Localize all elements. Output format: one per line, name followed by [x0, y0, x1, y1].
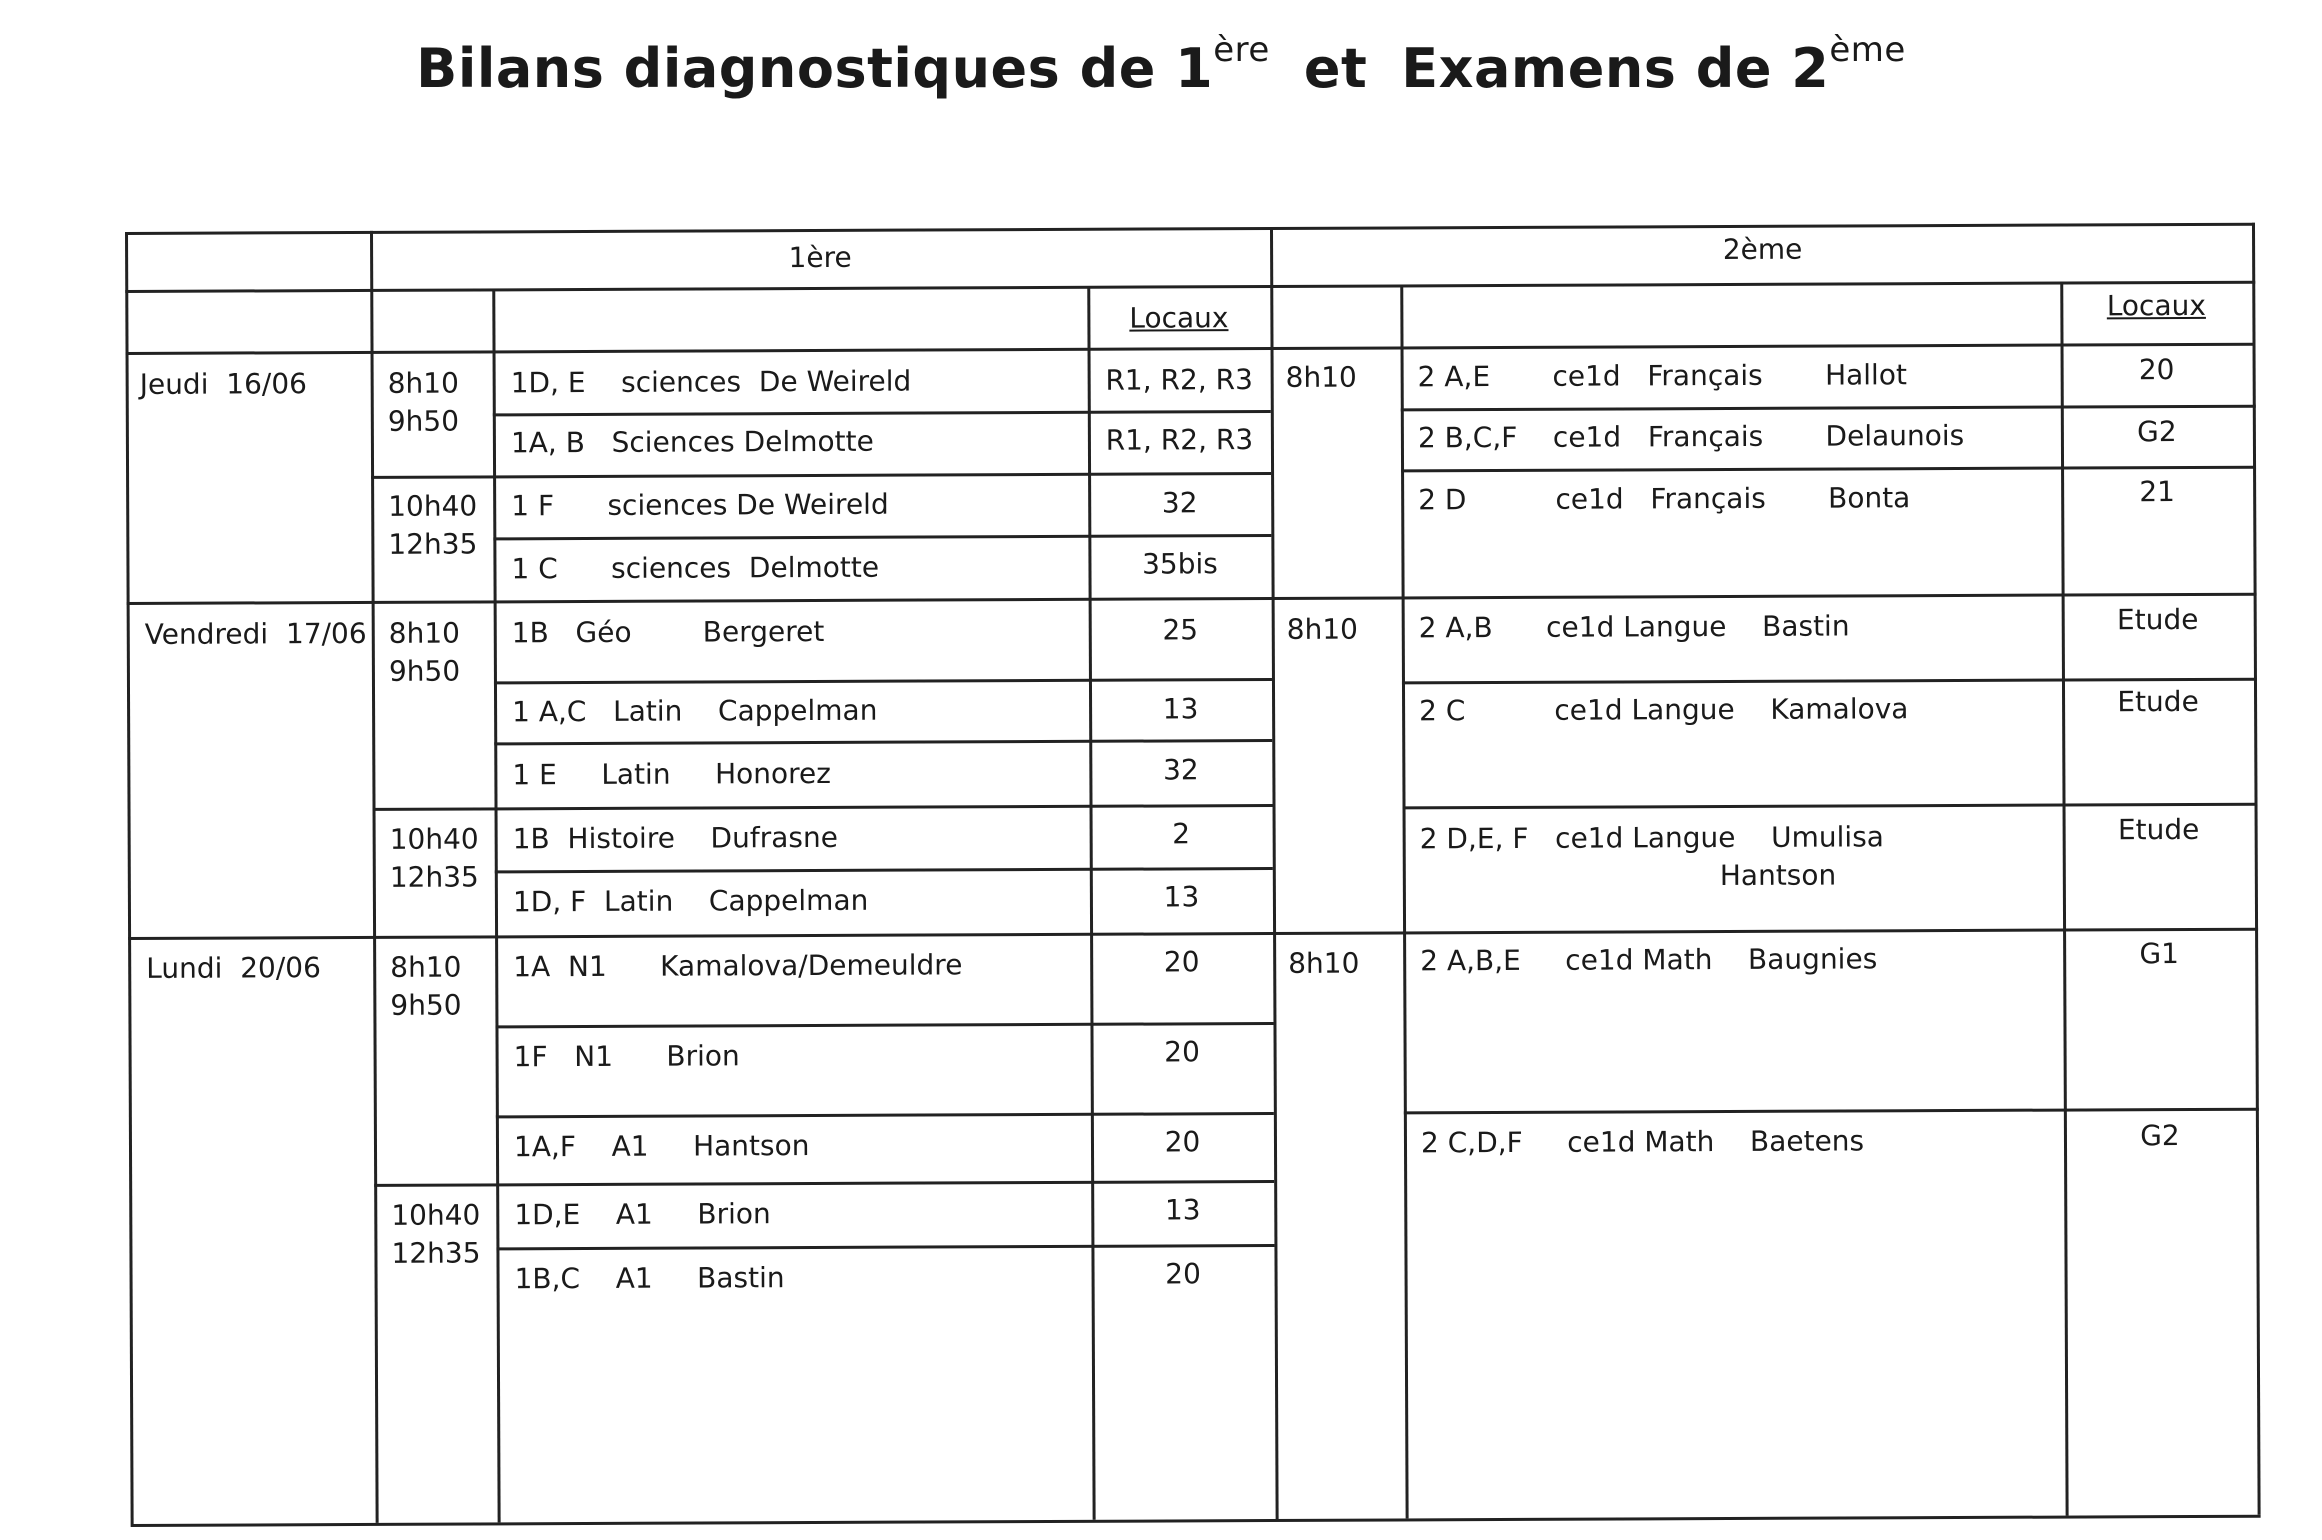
room-entry: G2: [2140, 1119, 2180, 1153]
room-entry: 13: [1163, 880, 1200, 914]
header-divider: [125, 281, 2255, 293]
slot-time: 8h10: [1286, 612, 1359, 646]
exam-entry-continued: Hantson: [1719, 858, 1837, 893]
day-label: Vendredi 17/06: [144, 616, 367, 651]
day-separator-1: [127, 593, 2257, 605]
room-entry: 25: [1162, 613, 1199, 647]
row-line: [1404, 1108, 2259, 1115]
schedule-table: [125, 223, 2261, 1527]
room-entry: R1, R2, R3: [1105, 363, 1253, 397]
header-locaux-first: Locaux: [1129, 301, 1229, 335]
room-entry: 20: [1164, 1035, 1200, 1069]
course-entry: 1 C sciences Delmotte: [511, 550, 880, 586]
room-entry: 13: [1164, 1193, 1201, 1227]
divider-day-time: [370, 231, 379, 1523]
row-line: [1401, 466, 2256, 473]
exam-entry: 2 A,E ce1d Français Hallot: [1417, 358, 1907, 394]
slot-time: 8h10: [1288, 946, 1360, 980]
day-label: Jeudi 16/06: [139, 367, 308, 401]
slot-time: 8h10: [387, 366, 459, 400]
slot-time: 10h40: [388, 489, 478, 523]
room-entry: 20: [2138, 353, 2175, 387]
row-line: [493, 534, 1271, 540]
course-entry: 1A, B Sciences Delmotte: [510, 424, 874, 460]
table-border-bottom: [131, 1515, 2261, 1527]
room-entry: 32: [1162, 753, 1199, 787]
day-separator-2: [128, 928, 2258, 940]
slot-time: 9h50: [387, 404, 460, 438]
slot-time: 10h40: [389, 822, 479, 856]
room-entry: 32: [1161, 486, 1198, 520]
room-entry: 20: [1165, 1257, 1201, 1291]
slot-line: [374, 1180, 1274, 1187]
course-entry: 1A,F A1 Hantson: [513, 1129, 810, 1164]
course-entry: 1D,E A1 Brion: [514, 1197, 771, 1232]
room-entry: 21: [2139, 475, 2176, 509]
room-entry: Etude: [2116, 602, 2199, 637]
slot-time: 10h40: [391, 1198, 481, 1232]
room-entry: G2: [2137, 415, 2177, 449]
exam-entry: 2 B,C,F ce1d Français Delaunois: [1417, 418, 1965, 455]
header-locaux-second: Locaux: [2106, 288, 2206, 323]
exam-entry: 2 D ce1d Français Bonta: [1418, 481, 1911, 517]
header-first-year: 1ère: [788, 240, 852, 275]
exam-entry: 2 D,E, F ce1d Langue Umulisa: [1419, 820, 1884, 856]
row-line: [1401, 405, 2256, 412]
room-entry: Etude: [2117, 812, 2200, 847]
room-entry: R1, R2, R3: [1105, 423, 1254, 457]
slot-time: 12h35: [389, 860, 479, 894]
slot-time: 8h10: [390, 950, 462, 984]
room-entry: 13: [1162, 692, 1199, 726]
slot-time: 12h35: [388, 527, 478, 561]
divider-first-second: [1270, 227, 1279, 1519]
row-line: [494, 678, 1272, 684]
room-entry: G1: [2139, 937, 2179, 971]
slot-time: 8h10: [1285, 360, 1357, 394]
course-entry: 1B,C A1 Bastin: [514, 1261, 785, 1296]
exam-entry: 2 A,B ce1d Langue Bastin: [1418, 609, 1850, 645]
table-border-right: [2252, 223, 2261, 1515]
course-entry: 1 F sciences De Weireld: [511, 487, 889, 523]
course-entry: 1B Géo Bergeret: [511, 614, 825, 650]
room-entry: Etude: [2117, 684, 2199, 719]
course-entry: 1F N1 Brion: [513, 1039, 740, 1074]
course-entry: 1B Histoire Dufrasne: [512, 820, 838, 856]
row-line: [494, 739, 1272, 745]
row-line: [495, 1022, 1273, 1028]
room-entry: 20: [1163, 945, 1200, 979]
room-entry: 35bis: [1141, 547, 1218, 581]
room-entry: 20: [1164, 1125, 1201, 1159]
exam-entry: 2 A,B,E ce1d Math Baugnies: [1420, 942, 1878, 978]
slot-line: [371, 472, 1271, 479]
room-entry: 2: [1172, 817, 1191, 851]
exam-entry: 2 C ce1d Langue Kamalova: [1419, 692, 1909, 728]
course-entry: 1 A,C Latin Cappelman: [512, 693, 878, 729]
header-bottom: [126, 343, 2256, 355]
slot-time: 9h50: [388, 654, 461, 688]
slot-time: 12h35: [391, 1236, 481, 1270]
course-entry: 1A N1 Kamalova/Demeuldre: [513, 948, 963, 984]
header-second-year: 2ème: [1722, 232, 1803, 267]
course-entry: 1D, E sciences De Weireld: [510, 364, 912, 400]
table-border-left: [125, 232, 134, 1524]
row-line: [495, 867, 1273, 873]
row-line: [496, 1244, 1274, 1250]
course-entry: 1D, F Latin Cappelman: [512, 883, 869, 919]
exam-entry: 2 C,D,F ce1d Math Baetens: [1420, 1124, 1865, 1160]
slot-time: 8h10: [388, 616, 461, 650]
slot-line: [373, 804, 1273, 811]
row-line: [496, 1112, 1274, 1118]
row-line: [1403, 803, 2258, 810]
slot-time: 9h50: [390, 988, 462, 1022]
day-label: Lundi 20/06: [146, 951, 321, 985]
page-title: Bilans diagnostiques de 1ère et Examens de 2ème: [416, 30, 1906, 100]
row-line: [493, 410, 1271, 416]
course-entry: 1 E Latin Honorez: [512, 756, 832, 792]
